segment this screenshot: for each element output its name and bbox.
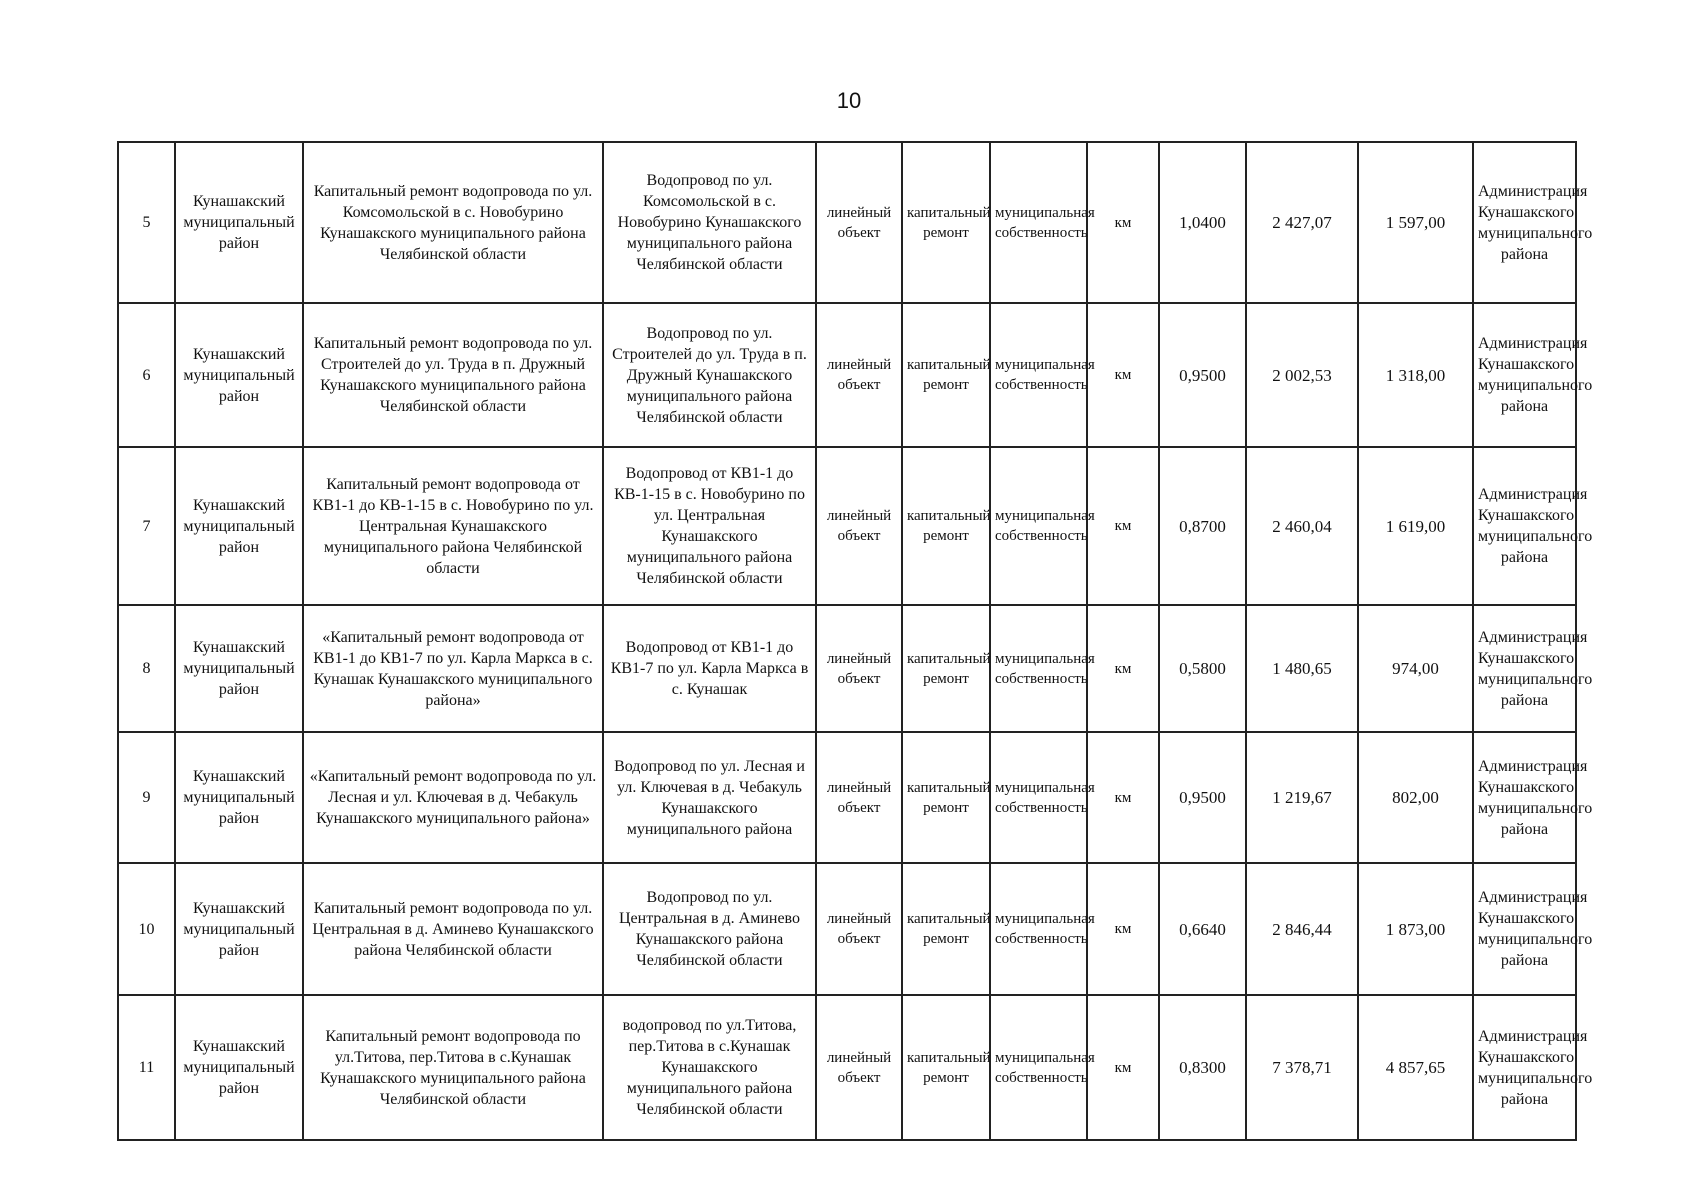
table-row xyxy=(118,605,1576,732)
table-row xyxy=(118,732,1576,863)
event-cell: Капитальный ремонт водопровода от КВ1-1 до КВ-1-15 в с. Новобурино по ул. Центральная Кунашакского муниципального района Челябинской области xyxy=(303,447,603,605)
row-number: 8 xyxy=(118,605,175,732)
ownership-cell: муниципальная собственность xyxy=(990,605,1087,732)
event-cell: Капитальный ремонт водопровода по ул. Строителей до ул. Труда в п. Дружный Кунашакского муниципального района Челябинской области xyxy=(303,303,603,447)
object-cell: Водопровод от КВ1-1 до КВ-1-15 в с. Новобурино по ул. Центральная Кунашакского муниципального района Челябинской области xyxy=(603,447,816,605)
cost-part-cell: 974,00 xyxy=(1358,605,1473,732)
object-type-cell: линейный объект xyxy=(816,303,902,447)
table-row xyxy=(118,863,1576,995)
table-row xyxy=(118,303,1576,447)
district-cell: Кунашакский муниципальный район xyxy=(175,303,303,447)
event-cell: «Капитальный ремонт водопровода от КВ1-1 до КВ1-7 по ул. Карла Маркса в с. Кунашак Кунашакского муниципального района» xyxy=(303,605,603,732)
capacity-cell: 1,0400 xyxy=(1159,142,1246,303)
object-cell: Водопровод по ул. Комсомольской в с. Новобурино Кунашакского муниципального района Челябинской области xyxy=(603,142,816,303)
cost-part-cell: 1 597,00 xyxy=(1358,142,1473,303)
row-number: 9 xyxy=(118,732,175,863)
object-type-cell: линейный объект xyxy=(816,605,902,732)
capacity-cell: 0,6640 xyxy=(1159,863,1246,995)
capacity-cell: 0,9500 xyxy=(1159,732,1246,863)
ownership-cell: муниципальная собственность xyxy=(990,732,1087,863)
objects-table xyxy=(117,141,1593,1141)
cost-total-cell: 1 480,65 xyxy=(1246,605,1358,732)
district-cell: Кунашакский муниципальный район xyxy=(175,863,303,995)
page-number: 10 xyxy=(836,88,862,113)
ownership-cell: муниципальная собственность xyxy=(990,863,1087,995)
row-number: 11 xyxy=(118,995,175,1140)
row-number: 7 xyxy=(118,447,175,605)
unit-cell: км xyxy=(1087,605,1159,732)
unit-cell: км xyxy=(1087,447,1159,605)
work-type-cell: капитальный ремонт xyxy=(902,732,990,863)
table-row xyxy=(118,142,1576,303)
object-type-cell: линейный объект xyxy=(816,142,902,303)
capacity-cell: 0,9500 xyxy=(1159,303,1246,447)
cost-part-cell: 4 857,65 xyxy=(1358,995,1473,1140)
customer-cell: Администрация Кунашакского муниципального района xyxy=(1473,303,1576,447)
object-type-cell: линейный объект xyxy=(816,447,902,605)
customer-cell: Администрация Кунашакского муниципального района xyxy=(1473,863,1576,995)
cost-part-cell: 802,00 xyxy=(1358,732,1473,863)
object-cell: Водопровод по ул. Лесная и ул. Ключевая в д. Чебакуль Кунашакского муниципального района xyxy=(603,732,816,863)
work-type-cell: капитальный ремонт xyxy=(902,863,990,995)
district-cell: Кунашакский муниципальный район xyxy=(175,142,303,303)
district-cell: Кунашакский муниципальный район xyxy=(175,605,303,732)
unit-cell: км xyxy=(1087,995,1159,1140)
event-cell: «Капитальный ремонт водопровода по ул. Лесная и ул. Ключевая в д. Чебакуль Кунашакского муниципального района» xyxy=(303,732,603,863)
event-cell: Капитальный ремонт водопровода по ул. Комсомольской в с. Новобурино Кунашакского муниципального района Челябинской области xyxy=(303,142,603,303)
unit-cell: км xyxy=(1087,732,1159,863)
table-row xyxy=(118,995,1576,1140)
customer-cell: Администрация Кунашакского муниципального района xyxy=(1473,142,1576,303)
work-type-cell: капитальный ремонт xyxy=(902,995,990,1140)
event-cell: Капитальный ремонт водопровода по ул. Центральная в д. Аминево Кунашакского района Челябинской области xyxy=(303,863,603,995)
ownership-cell: муниципальная собственность xyxy=(990,447,1087,605)
customer-cell: Администрация Кунашакского муниципального района xyxy=(1473,732,1576,863)
cost-total-cell: 7 378,71 xyxy=(1246,995,1358,1140)
object-type-cell: линейный объект xyxy=(816,863,902,995)
row-number: 5 xyxy=(118,142,175,303)
cost-total-cell: 2 460,04 xyxy=(1246,447,1358,605)
district-cell: Кунашакский муниципальный район xyxy=(175,995,303,1140)
work-type-cell: капитальный ремонт xyxy=(902,605,990,732)
capacity-cell: 0,8300 xyxy=(1159,995,1246,1140)
object-cell: Водопровод по ул. Строителей до ул. Труда в п. Дружный Кунашакского муниципального района Челябинской области xyxy=(603,303,816,447)
cost-total-cell: 2 427,07 xyxy=(1246,142,1358,303)
cost-total-cell: 2 846,44 xyxy=(1246,863,1358,995)
customer-cell: Администрация Кунашакского муниципального района xyxy=(1473,605,1576,732)
row-number: 6 xyxy=(118,303,175,447)
row-number: 10 xyxy=(118,863,175,995)
cost-total-cell: 2 002,53 xyxy=(1246,303,1358,447)
unit-cell: км xyxy=(1087,142,1159,303)
object-cell: Водопровод по ул. Центральная в д. Аминево Кунашакского района Челябинской области xyxy=(603,863,816,995)
object-cell: водопровод по ул.Титова, пер.Титова в с.Кунашак Кунашакского муниципального района Челябинской области xyxy=(603,995,816,1140)
ownership-cell: муниципальная собственность xyxy=(990,303,1087,447)
cost-part-cell: 1 318,00 xyxy=(1358,303,1473,447)
district-cell: Кунашакский муниципальный район xyxy=(175,447,303,605)
cost-part-cell: 1 873,00 xyxy=(1358,863,1473,995)
customer-cell: Администрация Кунашакского муниципального района xyxy=(1473,995,1576,1140)
customer-cell: Администрация Кунашакского муниципального района xyxy=(1473,447,1576,605)
cost-total-cell: 1 219,67 xyxy=(1246,732,1358,863)
object-cell: Водопровод от КВ1-1 до КВ1-7 по ул. Карла Маркса в с. Кунашак xyxy=(603,605,816,732)
district-cell: Кунашакский муниципальный район xyxy=(175,732,303,863)
ownership-cell: муниципальная собственность xyxy=(990,995,1087,1140)
table-row xyxy=(118,447,1576,605)
event-cell: Капитальный ремонт водопровода по ул.Титова, пер.Титова в с.Кунашак Кунашакского муниципального района Челябинской области xyxy=(303,995,603,1140)
object-type-cell: линейный объект xyxy=(816,995,902,1140)
capacity-cell: 0,8700 xyxy=(1159,447,1246,605)
cost-part-cell: 1 619,00 xyxy=(1358,447,1473,605)
unit-cell: км xyxy=(1087,863,1159,995)
ownership-cell: муниципальная собственность xyxy=(990,142,1087,303)
capacity-cell: 0,5800 xyxy=(1159,605,1246,732)
work-type-cell: капитальный ремонт xyxy=(902,142,990,303)
unit-cell: км xyxy=(1087,303,1159,447)
work-type-cell: капитальный ремонт xyxy=(902,303,990,447)
work-type-cell: капитальный ремонт xyxy=(902,447,990,605)
object-type-cell: линейный объект xyxy=(816,732,902,863)
